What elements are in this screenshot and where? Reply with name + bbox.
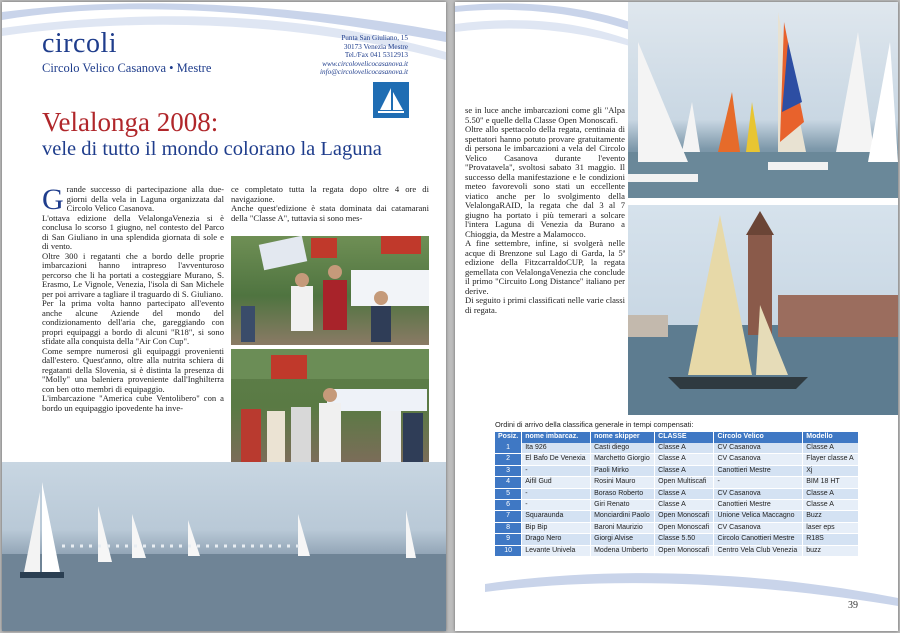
cell-position: 6 bbox=[495, 500, 522, 511]
paragraph: L'imbarcazione "America cube Ventolibero" con a bordo un equipaggio ipovedente ha inve- bbox=[42, 393, 224, 413]
cell-skipper: Boraso Roberto bbox=[591, 488, 655, 499]
address-email: info@circolovelicocasanova.it bbox=[320, 68, 408, 77]
cell-class: Open Monoscafi bbox=[655, 522, 714, 533]
cell-class: Open Multiscafi bbox=[655, 477, 714, 488]
cell-club: Canottieri Mestre bbox=[714, 465, 803, 476]
results-caption: Ordini di arrivo della classifica generale in tempi compensati: bbox=[495, 420, 694, 429]
paragraph: Oltre allo spettacolo della regata, centinaia di spettatori hanno potuto provare gratuitamente di persona le imbarcazioni a vela del Circolo Velico Casanova durante l'evento "Provatavela", svoltosi sabato 31 maggio. Il successo della manifestazione e le condizioni meteo favorevoli sono stati un eccellente viatico anche per lo svolgimento della VelalongaRAID, la regata che dal 3 al 7 giugno ha portato i più temerari a solcare l'intera Laguna di Venezia da Burano a Chioggia, da Mestre a Malamocco. bbox=[465, 124, 625, 239]
table-row bbox=[495, 477, 859, 488]
page-number: 39 bbox=[848, 600, 858, 611]
section-title: circoli bbox=[42, 28, 118, 59]
cell-model: Buzz bbox=[803, 511, 859, 522]
cell-model: BIM 18 HT bbox=[803, 477, 859, 488]
paragraph: Di seguito i primi classificati nelle varie classi di regata. bbox=[465, 295, 625, 315]
cell-boat-name: Bip Bip bbox=[522, 522, 591, 533]
paragraph: Oltre 300 i regatanti che a bordo delle proprie imbarcazioni hanno intrapreso l'avventuroso percorso che li ha portati a costeggiare Murano, S. Erasmo, Le Vignole, Venezia, l'isola di San Michele per poi arrivare a tagliare il traguardo di S. Giuliano. bbox=[42, 250, 224, 299]
cell-boat-name: Squaraunda bbox=[522, 511, 591, 522]
paragraph: ce completato tutta la regata dopo oltre 4 ore di navigazione. bbox=[231, 184, 429, 204]
cell-model: Flayer classe A bbox=[803, 454, 859, 465]
cell-skipper: Casti diego bbox=[591, 443, 655, 454]
photo-award-ceremony-1 bbox=[231, 236, 429, 345]
paragraph: Come sempre numerosi gli equipaggi provenienti dall'estero. Quest'anno, oltre alla nutrita schiera di regatanti della Slovenia, si è distinta la presenza di "Molly" una baleniera proveniente dall'Inghilterra con ben otto membri di equipaggio. bbox=[42, 345, 224, 394]
cell-skipper: Baroni Maurizio bbox=[591, 522, 655, 533]
cell-class: Classe A bbox=[655, 500, 714, 511]
cell-position: 2 bbox=[495, 454, 522, 465]
cell-boat-name: - bbox=[522, 500, 591, 511]
cell-class: Classe A bbox=[655, 454, 714, 465]
cell-club: Canottieri Mestre bbox=[714, 500, 803, 511]
article-column-2 bbox=[231, 185, 429, 223]
cell-club: CV Casanova bbox=[714, 522, 803, 533]
cell-class: Classe A bbox=[655, 488, 714, 499]
cell-model: R18S bbox=[803, 534, 859, 545]
header-club: Circolo Velico bbox=[714, 432, 803, 443]
cell-skipper: Rosini Mauro bbox=[591, 477, 655, 488]
table-row bbox=[495, 534, 859, 545]
cell-club: CV Casanova bbox=[714, 488, 803, 499]
cell-position: 10 bbox=[495, 545, 522, 556]
cell-club: - bbox=[714, 477, 803, 488]
results-table bbox=[495, 432, 859, 557]
cell-boat-name: Levante Univela bbox=[522, 545, 591, 556]
footer-swirl bbox=[455, 562, 898, 631]
photo-colorful-sails bbox=[628, 2, 898, 198]
cell-class: Open Monoscafi bbox=[655, 511, 714, 522]
cell-class: Open Monoscafi bbox=[655, 545, 714, 556]
cell-class: Classe 5.50 bbox=[655, 534, 714, 545]
cell-skipper: Giorgi Alvise bbox=[591, 534, 655, 545]
cell-skipper: Modena Umberto bbox=[591, 545, 655, 556]
article-column-1 bbox=[42, 185, 224, 413]
table-row bbox=[495, 454, 859, 465]
address-phone: Tel./Fax 041 5312913 bbox=[344, 51, 408, 60]
address-website: www.circolovelicocasanova.it bbox=[322, 59, 408, 68]
header-boat-name: nome imbarcaz. bbox=[522, 432, 591, 443]
table-row bbox=[495, 465, 859, 476]
article-column-3 bbox=[465, 106, 625, 315]
cell-boat-name: El Bafo De Venexia bbox=[522, 454, 591, 465]
table-row bbox=[495, 522, 859, 533]
table-header-row bbox=[495, 432, 859, 443]
left-page bbox=[2, 2, 446, 631]
cell-boat-name: - bbox=[522, 465, 591, 476]
paragraph: Per la prima volta hanno partecipato all'evento anche alcune Aziende del mondo del condizionamento dell'aria che, gareggiando con propri equipaggi a bordo di alcuni "R18", si sono sfidate alla conquista della "Air Con Cup". bbox=[42, 298, 224, 346]
cell-model: buzz bbox=[803, 545, 859, 556]
drop-cap: G bbox=[42, 183, 64, 216]
header-skipper: nome skipper bbox=[591, 432, 655, 443]
cell-boat-name: Aifil Gud bbox=[522, 477, 591, 488]
article-subtitle: vele di tutto il mondo colorano la Laguna bbox=[42, 138, 382, 160]
club-address bbox=[288, 34, 408, 77]
right-page bbox=[455, 2, 898, 631]
cell-position: 1 bbox=[495, 443, 522, 454]
cell-club: CV Casanova bbox=[714, 454, 803, 465]
header-model: Modello bbox=[803, 432, 859, 443]
cell-model: Xj bbox=[803, 465, 859, 476]
cell-club: Circolo Canottieri Mestre bbox=[714, 534, 803, 545]
paragraph: rande successo di partecipazione alla due-giorni della vela in Laguna organizzata dal Circolo Velico Casanova. bbox=[66, 184, 224, 213]
photo-classic-boat bbox=[628, 205, 898, 415]
cell-skipper: Monciardini Paolo bbox=[591, 511, 655, 522]
cell-position: 4 bbox=[495, 477, 522, 488]
cell-skipper: Marchetto Giorgio bbox=[591, 454, 655, 465]
cell-class: Classe A bbox=[655, 443, 714, 454]
table-row bbox=[495, 500, 859, 511]
cell-position: 7 bbox=[495, 511, 522, 522]
cell-position: 9 bbox=[495, 534, 522, 545]
cell-skipper: Paoli Mirko bbox=[591, 465, 655, 476]
cell-club: Centro Vela Club Venezia bbox=[714, 545, 803, 556]
photo-award-ceremony-2 bbox=[231, 349, 429, 465]
cell-club: Unione Velica Maccagno bbox=[714, 511, 803, 522]
article-title: Velalonga 2008: bbox=[42, 107, 219, 137]
header-swirl-right bbox=[455, 2, 630, 62]
photo-regatta-fleet bbox=[2, 462, 446, 631]
cell-class: Classe A bbox=[655, 465, 714, 476]
table-row bbox=[495, 545, 859, 556]
table-row bbox=[495, 488, 859, 499]
cell-position: 3 bbox=[495, 465, 522, 476]
cell-model: Classe A bbox=[803, 500, 859, 511]
address-street: Punta San Giuliano, 15 bbox=[341, 34, 408, 42]
cell-skipper: Giri Renato bbox=[591, 500, 655, 511]
club-logo-icon bbox=[373, 82, 409, 118]
paragraph: se in luce anche imbarcazioni come gli "Alpa 5.50" e quelle della Classe Open Monoscafi. bbox=[465, 105, 625, 125]
paragraph: L'ottava edizione della VelalongaVenezia si è conclusa lo scorso 1 giugno, nel contesto del Parco di San Giuliano in una splendida giornata di sole e di vento. bbox=[42, 212, 224, 251]
table-row bbox=[495, 511, 859, 522]
address-city: 30173 Venezia Mestre bbox=[343, 42, 408, 51]
cell-model: laser eps bbox=[803, 522, 859, 533]
cell-position: 5 bbox=[495, 488, 522, 499]
header-posiz: Posiz. bbox=[495, 432, 522, 443]
paragraph: A fine settembre, infine, si svolgerà nelle acque di Brenzone sul Lago di Garda, la 5ª edizione della FitzcarraldoCUP, la regata gemellata con VelalongaVenezia che conclude il primo "Circuito Long Distance" italiano per derive. bbox=[465, 238, 625, 296]
paragraph: Anche quest'edizione è stata dominata dai catamarani della "Classe A", tuttavia si sono mes- bbox=[231, 203, 429, 223]
cell-boat-name: Ita 926 bbox=[522, 443, 591, 454]
table-row bbox=[495, 443, 859, 454]
club-name: Circolo Velico Casanova • Mestre bbox=[42, 61, 212, 75]
header-class: CLASSE bbox=[655, 432, 714, 443]
cell-model: Classe A bbox=[803, 488, 859, 499]
cell-boat-name: Drago Nero bbox=[522, 534, 591, 545]
cell-position: 8 bbox=[495, 522, 522, 533]
cell-club: CV Casanova bbox=[714, 443, 803, 454]
cell-boat-name: - bbox=[522, 488, 591, 499]
cell-model: Classe A bbox=[803, 443, 859, 454]
